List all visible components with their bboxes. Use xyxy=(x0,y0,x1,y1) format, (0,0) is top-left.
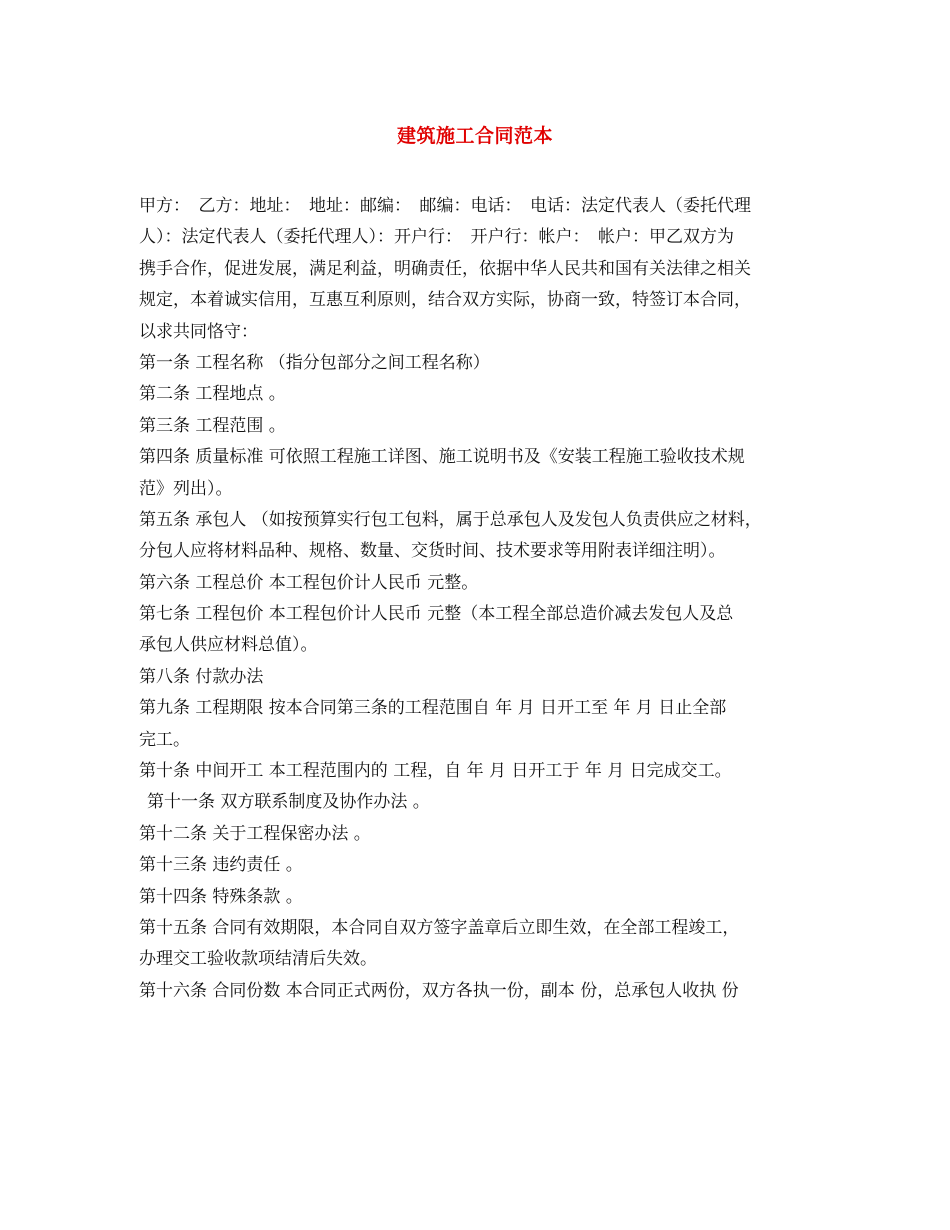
article-13: 第十三条 违约责任 。 xyxy=(139,855,303,876)
document-body xyxy=(139,191,819,1007)
body-line: 甲方： 乙方：地址： 地址：邮编： 邮编：电话： 电话：法定代表人（委托代理 xyxy=(139,196,751,216)
body-line: 携手合作，促进发展，满足利益，明确责任，依据中华人民共和国有关法律之相关 xyxy=(139,258,751,279)
body-line: 以求共同恪守： xyxy=(139,321,258,342)
article-10: 第十条 中间开工 本工程范围内的 工程，自 年 月 日开工于 年 月 日完成交工。 xyxy=(139,761,732,782)
article-4: 第四条 质量标准 可依照工程施工详图、施工说明书及《安装工程施工验收技术规 xyxy=(139,447,745,468)
article-16: 第十六条 合同份数 本合同正式两份，双方各执一份，副本 份，总承包人收执 份 xyxy=(139,980,739,1001)
article-5-cont: 分包人应将材料品种、规格、数量、交货时间、技术要求等用附表详细注明）。 xyxy=(139,541,726,562)
document-title: 建筑施工合同范本 xyxy=(396,125,553,147)
article-11: 第十一条 双方联系制度及协作办法 。 xyxy=(147,792,430,813)
article-14: 第十四条 特殊条款 。 xyxy=(139,886,303,907)
article-12: 第十二条 关于工程保密办法 。 xyxy=(139,823,371,844)
article-1: 第一条 工程名称 （指分包部分之间工程名称） xyxy=(139,352,490,373)
article-8: 第八条 付款办法 xyxy=(139,666,264,687)
body-line: 人）：法定代表人（委托代理人）：开户行： 开户行：帐户： 帐户：甲乙双方为 xyxy=(139,227,734,248)
body-line: 规定，本着诚实信用，互惠互利原则，结合双方实际，协商一致，特签订本合同， xyxy=(139,290,751,311)
article-4-cont: 范》列出）。 xyxy=(139,478,233,499)
article-6: 第六条 工程总价 本工程包价计人民币 元整。 xyxy=(139,572,479,593)
article-15-cont: 办理交工验收款项结清后失效。 xyxy=(139,949,377,970)
article-9: 第九条 工程期限 按本合同第三条的工程范围自 年 月 日开工至 年 月 日止全部 xyxy=(139,698,727,719)
article-2: 第二条 工程地点 。 xyxy=(139,384,286,405)
article-5: 第五条 承包人 （如按预算实行包工包料，属于总承包人及发包人负责供应之材料， xyxy=(139,509,762,530)
article-15: 第十五条 合同有效期限，本合同自双方签字盖章后立即生效，在全部工程竣工， xyxy=(139,917,740,938)
article-9-cont: 完工。 xyxy=(139,729,190,750)
article-3: 第三条 工程范围 。 xyxy=(139,415,286,436)
article-7-cont: 承包人供应材料总值）。 xyxy=(139,635,318,656)
article-7: 第七条 工程包价 本工程包价计人民币 元整（本工程全部总造价减去发包人及总 xyxy=(139,604,734,625)
